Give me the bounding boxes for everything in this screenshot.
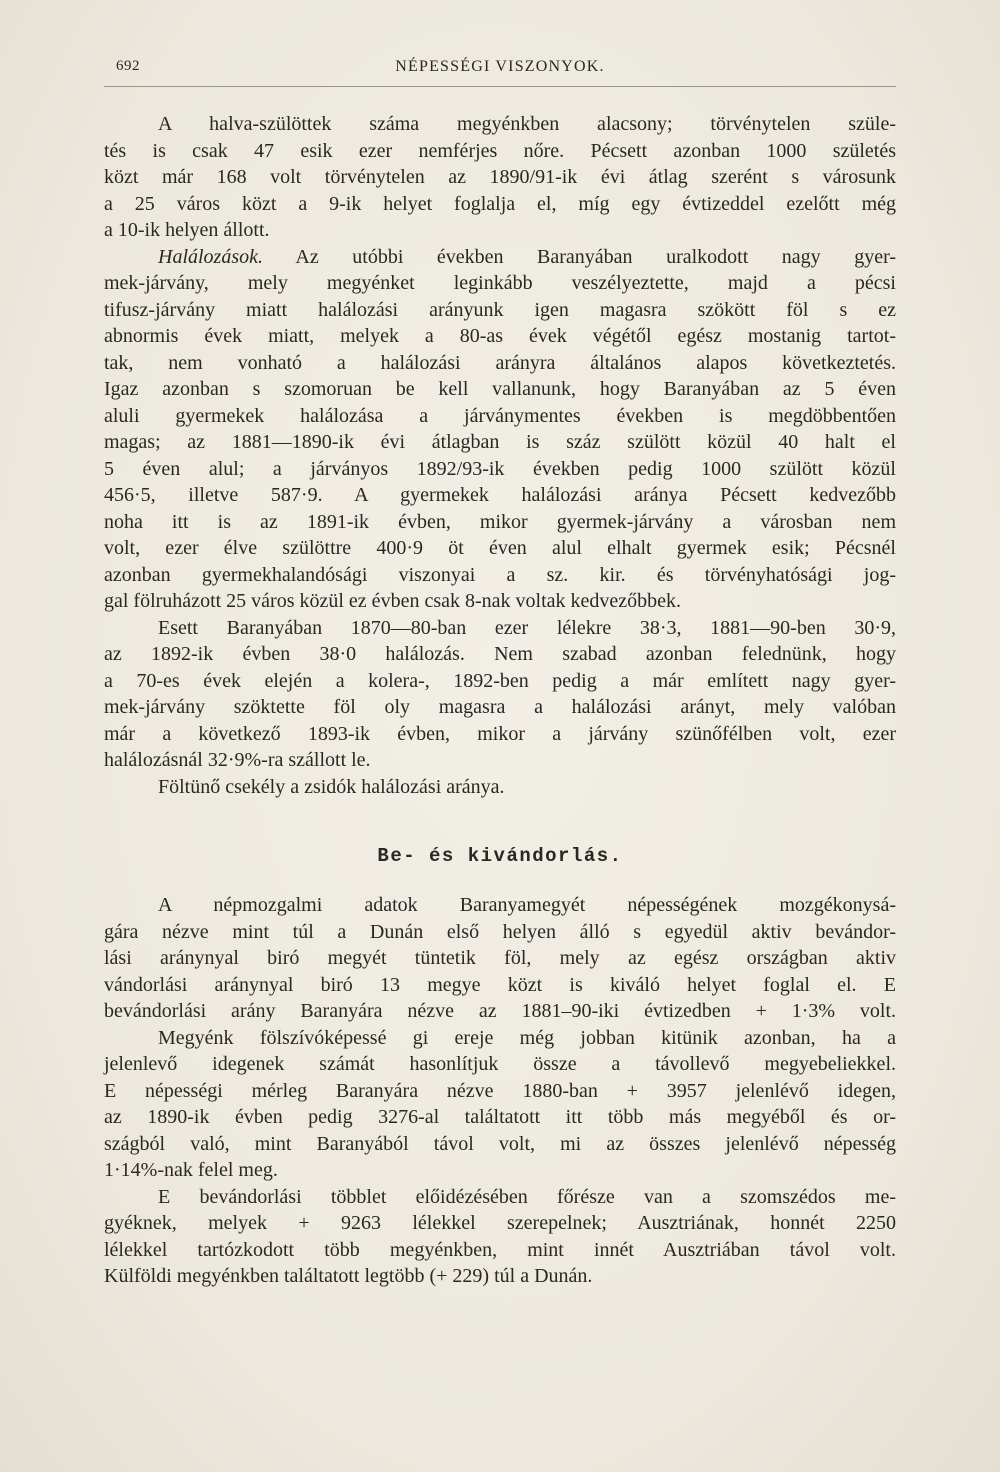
text-line: Megyénk fölszívóképessé gi ereje még jobban kitünik azonban, ha a <box>158 1026 896 1049</box>
running-head: NÉPESSÉGI VISZONYOK. <box>395 58 605 75</box>
text-line: E bevándorlási többlet előidézésében főrésze van a szomszédos me- <box>158 1185 896 1208</box>
text-line: gal fölruházott 25 város közül ez évben csak 8-nak voltak kedvezőbbek. <box>104 590 682 612</box>
text-line: már a következő 1893-ik évben, mikor a járvány szünőfélben volt, ezer <box>104 722 896 745</box>
text-line: 456·5, illetve 587·9. A gyermekek halálozási aránya Pécsett kedvezőbb <box>104 484 896 506</box>
text-line: közt már 168 volt törvénytelen az 1890/91-ik évi átlag szerént s városunk <box>104 166 896 188</box>
text-line: 5 éven alul; a járványos 1892/93-ik években pedig 1000 szülött közül <box>104 457 896 480</box>
paragraph-mortality <box>104 244 896 615</box>
text-line: az 1890-ik évben pedig 3276-al találtatott itt több más megyéből és or- <box>104 1106 896 1128</box>
section-title: Be- és kivándorlás. <box>377 845 623 867</box>
text-line: halálozásnál 32·9%-ra szállott le. <box>104 749 371 771</box>
paragraph-death-rates <box>104 615 896 774</box>
text-line: tés is csak 47 esik ezer nemférjes nőre. Pécsett azonban 1000 születés <box>104 139 896 162</box>
text-line: Külföldi megyénkben találtatott legtöbb (+ 229) túl a Dunán. <box>104 1265 593 1287</box>
text-line: jelenlevő idegenek számát hasonlítjuk össze a távollevő megyebeliekkel. <box>104 1053 896 1075</box>
text-line: aluli gyermekek halálozása a járványmentes években is megdöbbentően <box>104 404 896 427</box>
text-line: A halva-szülöttek száma megyénkben alacsony; törvénytelen szüle- <box>158 113 896 135</box>
text-line: bevándorlási arány Baranyára nézve az 1881–90-iki évtizedben + 1·3% volt. <box>104 1000 896 1022</box>
text-line: A népmozgalmi adatok Baranyamegyét népességének mozgékonysá- <box>158 894 896 916</box>
text-line: mek-járvány, mely megyénket leginkább veszélyeztette, majd a pécsi <box>104 272 896 294</box>
text-line: a 25 város közt a 9-ik helyet foglalja el, míg egy évtizeddel ezelőtt még <box>104 192 896 215</box>
text-line: a 10-ik helyen állott. <box>104 219 270 241</box>
text-line: Föltünő csekély a zsidók halálozási aránya. <box>158 775 505 798</box>
paragraph-jewish-mortality <box>104 774 896 801</box>
text-line: azonban gyermekhalandósági viszonyai a sz. kir. és törvényhatósági jog- <box>104 563 896 586</box>
text-line: noha itt is az 1891-ik évben, mikor gyermek-járvány a városban nem <box>104 510 896 533</box>
text-line: Igaz azonban s szomoruan be kell vallanunk, hogy Baranyában az 5 éven <box>104 378 896 400</box>
text-line: volt, ezer élve szülöttre 400·9 öt éven alul elhalt gyermek esik; Pécsnél <box>104 537 896 559</box>
text-line: tak, nem vonható a halálozási arányra általános alapos következtetés. <box>104 351 896 374</box>
page-number: 692 <box>116 58 140 74</box>
text-line: magas; az 1881—1890-ik évi átlagban is száz szülött közül 40 halt el <box>104 431 896 453</box>
text-line <box>104 244 896 271</box>
text-line: szágból való, mint Baranyából távol volt, mi az összes jelenlévő népesség <box>104 1132 896 1155</box>
header-rule <box>104 86 896 87</box>
text-line: mek-járvány szöktette föl oly magasra a halálozási arányt, mely valóban <box>104 696 896 718</box>
text-run: Az utóbbi években Baranyában uralkodott nagy gyer- <box>263 245 896 268</box>
text-line: lélekkel tartózkodott több megyénkben, mint innét Ausztriában távol volt. <box>104 1238 896 1261</box>
text-line: a 70-es évek elején a kolera-, 1892-ben pedig a már említett nagy gyer- <box>104 669 896 692</box>
text-line: 1·14%-nak felel meg. <box>104 1159 278 1181</box>
text-line: Esett Baranyában 1870—80-ban ezer lélekre 38·3, 1881—90-ben 30·9, <box>158 616 896 639</box>
text-line: E népességi mérleg Baranyára nézve 1880-ban + 3957 jelenlévő idegen, <box>104 1079 896 1102</box>
text-line: az 1892-ik évben 38·0 halálozás. Nem szabad azonban felednünk, hogy <box>104 643 896 665</box>
paragraph-immigration-surplus <box>104 1184 896 1290</box>
run-in-heading: Halálozások. <box>158 245 263 268</box>
text-line: gyéknek, melyek + 9263 lélekkel szerepelnek; Ausztriának, honnét 2250 <box>104 1212 896 1234</box>
text-line: tifusz-járvány miatt halálozási arányunk igen magasra szökött föl s ez <box>104 298 896 321</box>
paragraph-population-balance <box>104 1025 896 1184</box>
text-line: vándorlási aránynyal biró 13 megye közt is kiváló helyet foglal el. E <box>104 973 896 996</box>
text-line: abnormis évek miatt, melyek a 80-as évek végétől egész mostanig tartot- <box>104 325 896 347</box>
text-line: gára nézve mint túl a Dunán első helyen álló s egyedül aktiv bevándor- <box>104 920 896 943</box>
body-text <box>104 111 896 1290</box>
paragraph-stillbirths <box>104 111 896 244</box>
page-header <box>104 56 896 86</box>
paragraph-migration <box>104 892 896 1025</box>
text-line: lási aránynyal biró megyét tüntetik föl, mely az egész országban aktiv <box>104 947 896 969</box>
